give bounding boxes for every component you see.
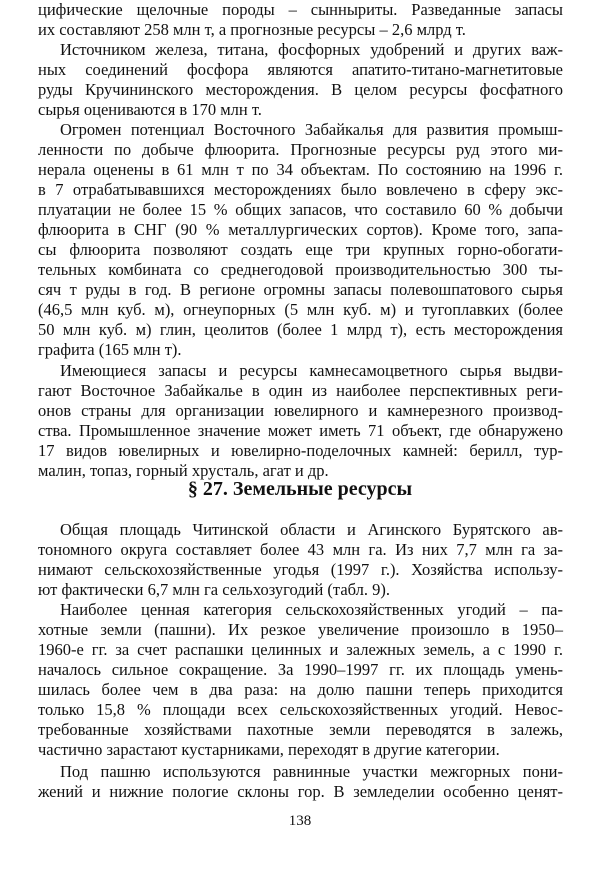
text-line: руды Кручининского месторождения. В целом ресурсы фосфатного [38, 80, 563, 99]
text-line: сяч т руды в год. В регионе огромны запасы полевошпатового сырья [38, 280, 563, 299]
text-line: Источником железа, титана, фосфорных удобрений и других важ- [60, 40, 563, 59]
text-line: началось сильное сокращение. За 1990–1997 гг. их площадь умень- [38, 660, 563, 679]
text-line: шилась более чем в два раза: на долю пашни теперь приходится [38, 680, 563, 699]
text-line: малин, топаз, горный хрусталь, агат и др. [38, 461, 329, 480]
text-line: в 7 отрабатывавшихся месторождениях было вовлечено в сферу экс- [38, 180, 563, 199]
text-line: 50 млн куб. м) глин, цеолитов (более 1 млрд т), есть месторождения [38, 320, 563, 339]
text-line: нимают сельскохозяйственные угодья (1997 г.). Хозяйства использу- [38, 560, 563, 579]
text-line: (46,5 млн куб. м), огнеупорных (5 млн куб. м) и тугоплавких (более [38, 300, 563, 319]
text-line: 1960-е гг. за счет распашки целинных и залежных земель, а с 1990 г. [38, 640, 563, 659]
text-line: плуатации не более 15 % общих запасов, что составило 60 % добычи [38, 200, 563, 219]
text-line: Общая площадь Читинской области и Агинского Бурятского ав- [60, 520, 563, 539]
text-line: нерала оценены в 61 млн т по 34 объектам. По состоянию на 1996 г. [38, 160, 563, 179]
text-line: ют фактически 6,7 млн га сельхозугодий (табл. 9). [38, 580, 391, 599]
page-number: 138 [288, 813, 312, 829]
text-line: требованные хозяйствами пахотные земли переводятся в залежь, [38, 720, 563, 739]
text-line: графита (165 млн т). [38, 340, 182, 359]
text-line: тономного округа составляет более 43 млн га. Из них 7,7 млн га за- [38, 540, 563, 559]
text-line: частично зарастают кустарниками, переходят в другие категории. [38, 740, 500, 759]
text-line: Огромен потенциал Восточного Забайкалья для развития промыш- [60, 120, 563, 139]
text-line: сы флюорита позволяют создать еще три крупных горно-обогати- [38, 240, 563, 259]
text-line: ленности по добыче флюорита. Прогнозные ресурсы руд этого ми- [38, 140, 563, 159]
text-line: только 15,8 % площади всех сельскохозяйственных угодий. Невос- [38, 700, 563, 719]
text-line: сырья оцениваются в 170 млн т. [38, 100, 262, 119]
text-line: цифические щелочные породы – сынныриты. Разведанные запасы [38, 0, 563, 19]
text-line: гают Восточное Забайкалье в один из наиболее перспективных реги- [38, 381, 563, 400]
text-line: жений и нижние пологие склоны гор. В земледелии особенно ценят- [38, 782, 563, 801]
section-heading: § 27. Земельные ресурсы [187, 478, 413, 500]
text-line: флюорита в СНГ (90 % металлургических сортов). Кроме того, запа- [38, 220, 563, 239]
text-line: Имеющиеся запасы и ресурсы камнесамоцветного сырья выдви- [60, 361, 563, 380]
text-line: 17 видов ювелирных и ювелирно-поделочных камней: берилл, тур- [38, 441, 563, 460]
text-line: тельных комбината со среднегодовой производительностью 300 ты- [38, 260, 563, 279]
text-line: ных соединений фосфора являются апатито-титано-магнетитовые [38, 60, 563, 79]
text-line: Наиболее ценная категория сельскохозяйственных угодий – па- [60, 600, 563, 619]
text-line: ства. Промышленное значение может иметь 71 объект, где обнаружено [38, 421, 563, 440]
text-line: их составляют 258 млн т, а прогнозные ресурсы – 2,6 млрд т. [38, 20, 466, 39]
text-line: онов страны для организации ювелирного и камнерезного производ- [38, 401, 563, 420]
text-line: Под пашню используются равнинные участки межгорных пони- [60, 762, 563, 781]
text-line: хотные земли (пашни). Их резкое увеличение произошло в 1950– [38, 620, 563, 639]
